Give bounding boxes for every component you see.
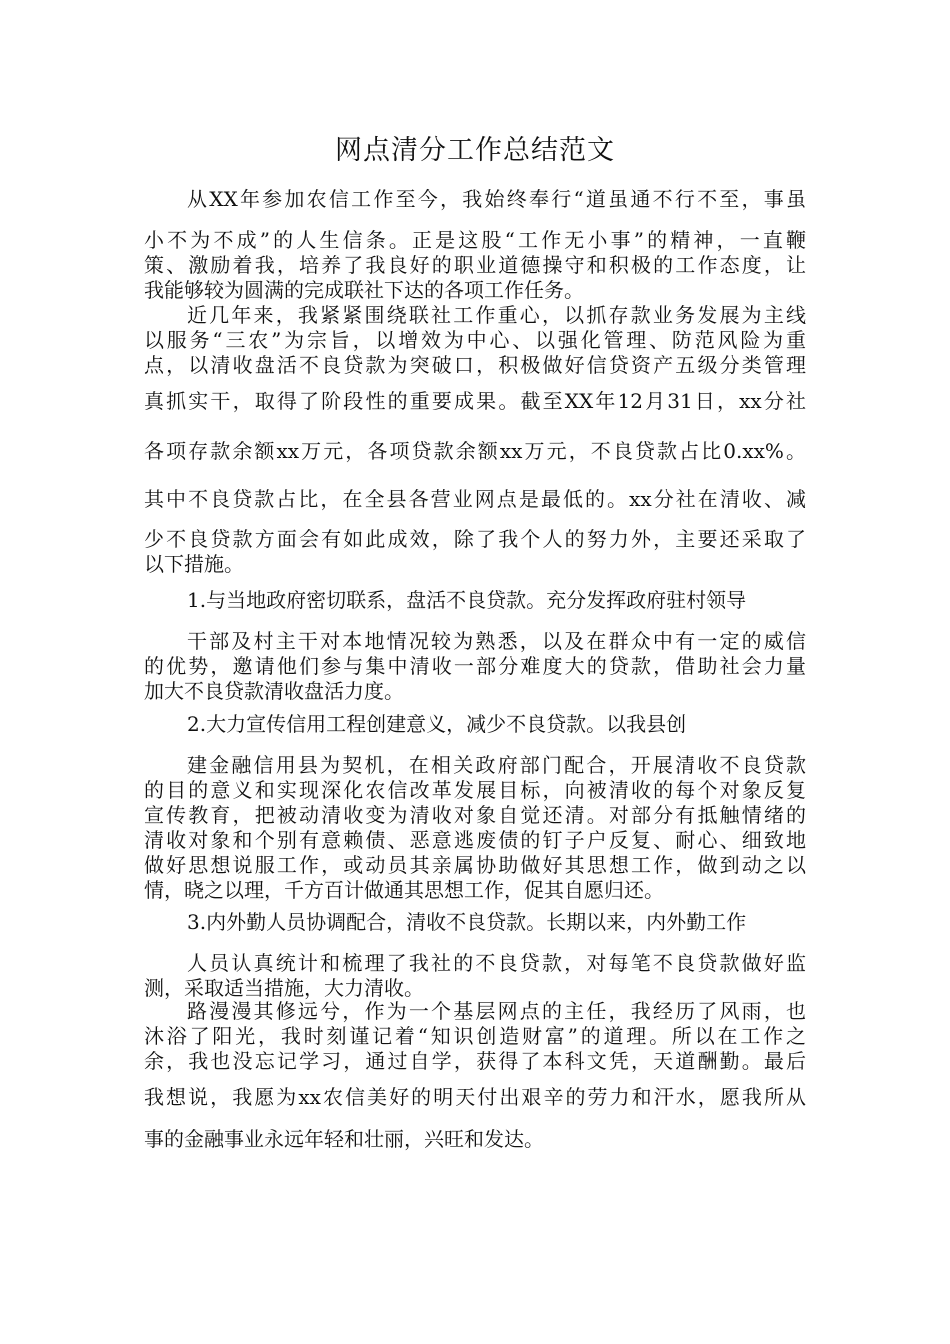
- paragraph-line: 近几年来，我紧紧围绕联社工作重心，以抓存款业务发展为主线: [187, 303, 806, 327]
- paragraph-line: 少不良贷款方面会有如此成效，除了我个人的努力外，主要还采取了: [144, 527, 806, 551]
- paragraph-line: 策、激励着我，培养了我良好的职业道德操守和积极的工作态度，让: [144, 253, 806, 277]
- paragraph-line: 真抓实干，取得了阶段性的重要成果。截至XX年12月31日，xx分社: [144, 389, 806, 413]
- document-title: 网点清分工作总结范文: [335, 135, 615, 166]
- paragraph-line: 干部及村主干对本地情况较为熟悉，以及在群众中有一定的威信: [187, 629, 806, 653]
- paragraph-line: 以下措施。: [144, 552, 244, 576]
- paragraph-line: 沐浴了阳光，我时刻谨记着“知识创造财富”的道理。所以在工作之: [144, 1024, 806, 1048]
- paragraph-line: 从XX年参加农信工作至今，我始终奉行“道虽通不行不至，事虽: [187, 187, 806, 211]
- paragraph-line: 余，我也没忘记学习，通过自学，获得了本科文凭，天道酬勤。最后: [144, 1049, 806, 1073]
- paragraph-line: 做好思想说服工作，或动员其亲属协助做好其思想工作，做到动之以: [144, 853, 806, 877]
- paragraph-line: 宣传教育，把被动清收变为清收对象自觉还清。对部分有抵触情绪的: [144, 803, 806, 827]
- paragraph-line: 事的金融事业永远年轻和壮丽，兴旺和发达。: [144, 1127, 544, 1151]
- list-item-heading: 1.与当地政府密切联系，盘活不良贷款。充分发挥政府驻村领导: [187, 588, 747, 612]
- list-item-heading: 3.内外勤人员协调配合，清收不良贷款。长期以来，内外勤工作: [187, 910, 747, 934]
- paragraph-line: 建金融信用县为契机，在相关政府部门配合，开展清收不良贷款: [187, 753, 806, 777]
- paragraph-line: 加大不良贷款清收盘活力度。: [144, 679, 404, 703]
- paragraph-line: 的目的意义和实现深化农信改革发展目标，向被清收的每个对象反复: [144, 778, 806, 802]
- paragraph-line: 路漫漫其修远兮，作为一个基层网点的主任，我经历了风雨，也: [187, 999, 806, 1023]
- paragraph-line: 清收对象和个别有意赖债、恶意逃废债的钉子户反复、耐心、细致地: [144, 828, 806, 852]
- paragraph-line: 人员认真统计和梳理了我社的不良贷款，对每笔不良贷款做好监: [187, 951, 806, 975]
- paragraph-line: 我能够较为圆满的完成联社下达的各项工作任务。: [144, 278, 584, 302]
- paragraph-line: 以服务“三农”为宗旨，以增效为中心、以强化管理、防范风险为重: [144, 328, 806, 352]
- paragraph-line: 的优势，邀请他们参与集中清收一部分难度大的贷款，借助社会力量: [144, 654, 806, 678]
- paragraph-line: 测，采取适当措施，大力清收。: [144, 976, 424, 1000]
- paragraph-line: 我想说，我愿为xx农信美好的明天付出艰辛的劳力和汗水，愿我所从: [144, 1085, 806, 1109]
- paragraph-line: 小不为不成”的人生信条。正是这股“工作无小事”的精神，一直鞭: [144, 228, 806, 252]
- paragraph-line: 其中不良贷款占比，在全县各营业网点是最低的。xx分社在清收、减: [144, 487, 806, 511]
- list-item-heading: 2.大力宣传信用工程创建意义，减少不良贷款。以我县创: [187, 712, 687, 736]
- paragraph-line: 各项存款余额xx万元，各项贷款余额xx万元，不良贷款占比0.xx%。: [144, 439, 806, 463]
- paragraph-line: 情，晓之以理，千方百计做通其思想工作，促其自愿归还。: [144, 878, 664, 902]
- paragraph-line: 点，以清收盘活不良贷款为突破口，积极做好信贷资产五级分类管理: [144, 353, 806, 377]
